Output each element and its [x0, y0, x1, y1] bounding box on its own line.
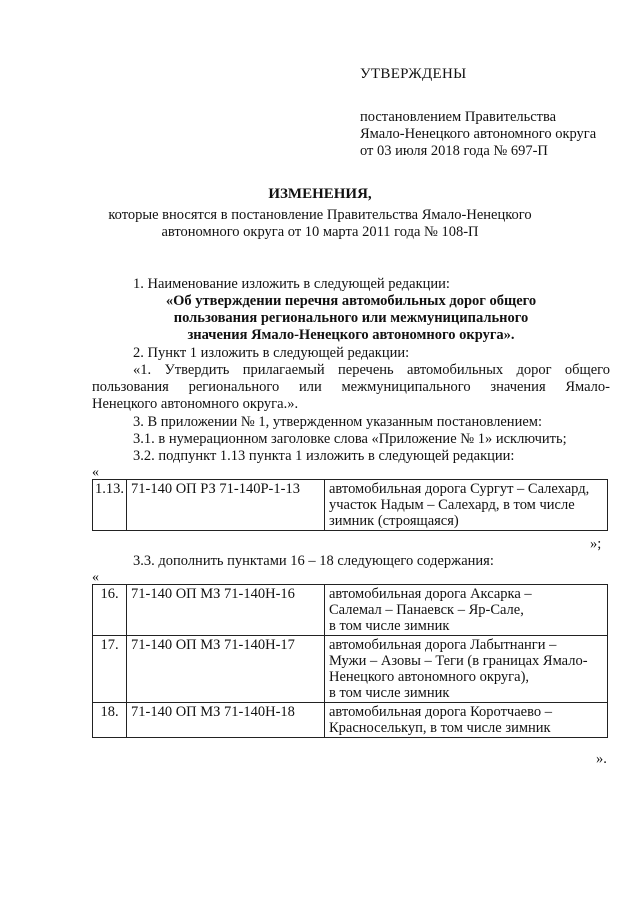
- road-name-line: Ненецкого автономного округа),: [329, 669, 530, 685]
- roads-table-1: [92, 479, 608, 531]
- road-name-line: автомобильная дорога Аксарка –: [329, 586, 532, 602]
- row-number: 16.: [93, 585, 127, 636]
- road-name-line: автомобильная дорога Лабытнанги –: [329, 637, 557, 653]
- heading-subtitle-2: автономного округа от 10 марта 2011 года № 108-П: [161, 224, 479, 240]
- item-2-text: 2. Пункт 1 изложить в следующей редакции:: [133, 345, 410, 361]
- road-code: 71-140 ОП МЗ 71-140Н-17: [127, 636, 325, 703]
- road-code: 71-140 ОП МЗ 71-140Н-18: [127, 703, 325, 738]
- document-heading: ИЗМЕНЕНИЯ,: [268, 186, 372, 202]
- road-code: 71-140 ОП РЗ 71-140Р-1-13: [127, 480, 325, 531]
- item-1-text: 1. Наименование изложить в следующей редакции:: [133, 276, 450, 292]
- close-quote-1: »;: [590, 536, 602, 552]
- road-name: [325, 585, 608, 636]
- approval-line-1: постановлением Правительства: [360, 109, 557, 125]
- road-name-line: участок Надым – Салехард, в том числе: [329, 497, 575, 513]
- item-1-bold-line-3: значения Ямало-Ненецкого автономного округа».: [187, 327, 515, 343]
- road-name: [325, 480, 608, 531]
- item-1-bold-line-1: «Об утверждении перечня автомобильных дорог общего: [165, 293, 537, 309]
- approval-line-2: Ямало-Ненецкого автономного округа: [360, 126, 597, 142]
- table-row: [93, 636, 608, 703]
- heading-subtitle-1: которые вносятся в постановление Правительства Ямало-Ненецкого: [108, 207, 532, 223]
- row-number: 17.: [93, 636, 127, 703]
- road-name: [325, 636, 608, 703]
- roads-table-2: [92, 584, 608, 738]
- open-quote-1: «: [92, 465, 99, 480]
- table-row: [93, 585, 608, 636]
- item-2-quote-line-3: Ненецкого автономного округа.».: [92, 396, 299, 412]
- table-row: [93, 703, 608, 738]
- open-quote-2: «: [92, 570, 99, 585]
- item-3-3-text: 3.3. дополнить пунктами 16 – 18 следующего содержания:: [133, 553, 494, 569]
- road-name-line: в том числе зимник: [329, 618, 450, 634]
- item-3-1-text: 3.1. в нумерационном заголовке слова «Приложение № 1» исключить;: [133, 431, 567, 447]
- row-number: 1.13.: [93, 480, 127, 531]
- road-name-line: зимник (строящаяся): [329, 513, 459, 529]
- road-name-line: Красноселькуп, в том числе зимник: [329, 720, 551, 736]
- road-name-line: Салемал – Панаевск – Яр-Сале,: [329, 602, 524, 618]
- road-code: 71-140 ОП МЗ 71-140Н-16: [127, 585, 325, 636]
- row-number: 18.: [93, 703, 127, 738]
- item-2-quote-line-2: пользования регионального или межмуниципального значения Ямало-: [92, 379, 610, 395]
- road-name: [325, 703, 608, 738]
- approval-line-3: от 03 июля 2018 года № 697-П: [360, 143, 548, 159]
- road-name-line: автомобильная дорога Сургут – Салехард,: [329, 481, 590, 497]
- item-3-2-text: 3.2. подпункт 1.13 пункта 1 изложить в следующей редакции:: [133, 448, 515, 464]
- road-name-line: Мужи – Азовы – Теги (в границах Ямало-: [329, 653, 588, 669]
- item-1-bold-line-2: пользования регионального или межмуниципального: [173, 310, 529, 326]
- table-row: [93, 480, 608, 531]
- item-3-text: 3. В приложении № 1, утвержденном указанным постановлением:: [133, 414, 542, 430]
- close-quote-2: ».: [596, 751, 607, 767]
- road-name-line: в том числе зимник: [329, 685, 450, 701]
- approval-title: УТВЕРЖДЕНЫ: [360, 66, 467, 82]
- road-name-line: автомобильная дорога Коротчаево –: [329, 704, 552, 720]
- item-2-quote-line-1: «1. Утвердить прилагаемый перечень автомобильных дорог общего: [133, 362, 610, 378]
